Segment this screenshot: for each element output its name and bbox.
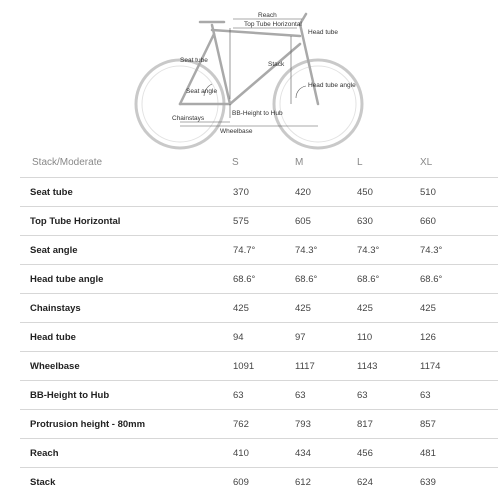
label-seat-tube: Seat tube [180, 57, 208, 64]
row-label: Head tube angle [30, 274, 104, 285]
table-row [20, 438, 498, 468]
row-label: Seat tube [30, 187, 73, 198]
cell-value: 68.6° [233, 274, 256, 285]
cell-value: 97 [295, 332, 306, 343]
cell-value: 74.3° [295, 245, 318, 256]
row-label: Head tube [30, 332, 76, 343]
cell-value: 68.6° [295, 274, 318, 285]
cell-value: 817 [357, 419, 373, 430]
cell-value: 456 [357, 448, 373, 459]
cell-value: 575 [233, 216, 249, 227]
bike-geometry-diagram [0, 0, 500, 150]
cell-value: 420 [295, 187, 311, 198]
table-row [20, 322, 498, 352]
cell-value: 126 [420, 332, 436, 343]
cell-value: 74.3° [420, 245, 443, 256]
table-row [20, 351, 498, 381]
row-label: Chainstays [30, 303, 81, 314]
cell-value: 410 [233, 448, 249, 459]
cell-value: 110 [357, 332, 373, 343]
row-label: Stack [30, 477, 56, 488]
cell-value: 762 [233, 419, 249, 430]
cell-value: 624 [357, 477, 373, 488]
label-head-tube-angle: Head tube angle [308, 82, 356, 89]
cell-value: 63 [295, 390, 306, 401]
cell-value: 639 [420, 477, 436, 488]
table-row [20, 264, 498, 294]
table-row [20, 177, 498, 207]
cell-value: 857 [420, 419, 436, 430]
cell-value: 450 [357, 187, 373, 198]
cell-value: 660 [420, 216, 436, 227]
table-row [20, 293, 498, 323]
cell-value: 74.7° [233, 245, 256, 256]
cell-value: 425 [357, 303, 373, 314]
cell-value: 793 [295, 419, 311, 430]
row-label: Seat angle [30, 245, 78, 256]
size-header-s: S [232, 157, 239, 168]
table-row [20, 380, 498, 410]
cell-value: 609 [233, 477, 249, 488]
label-stack: Stack [268, 61, 285, 68]
row-label: BB-Height to Hub [30, 390, 110, 401]
table-row [20, 409, 498, 439]
cell-value: 1091 [233, 361, 255, 372]
cell-value: 481 [420, 448, 436, 459]
cell-value: 68.6° [420, 274, 443, 285]
cell-value: 94 [233, 332, 244, 343]
cell-value: 1174 [420, 361, 441, 372]
label-top-tube: Top Tube Horizontal [244, 21, 302, 28]
table-header [0, 150, 500, 174]
cell-value: 370 [233, 187, 249, 198]
size-header-m: M [295, 157, 304, 168]
row-label: Reach [30, 448, 59, 459]
cell-value: 1117 [295, 361, 315, 372]
cell-value: 630 [357, 216, 373, 227]
cell-value: 68.6° [357, 274, 380, 285]
cell-value: 425 [420, 303, 436, 314]
cell-value: 612 [295, 477, 311, 488]
size-header-xl: XL [420, 157, 433, 168]
cell-value: 63 [420, 390, 431, 401]
cell-value: 74.3° [357, 245, 380, 256]
cell-value: 425 [233, 303, 249, 314]
label-reach: Reach [258, 12, 277, 19]
label-wheelbase: Wheelbase [220, 128, 253, 135]
label-head-tube: Head tube [308, 29, 338, 36]
cell-value: 434 [295, 448, 311, 459]
label-chainstays: Chainstays [172, 115, 205, 122]
label-seat-angle: Seat angle [186, 88, 218, 95]
row-label: Protrusion height - 80mm [30, 419, 146, 430]
table-row [20, 235, 498, 265]
size-header-l: L [357, 157, 363, 168]
cell-value: 425 [295, 303, 311, 314]
row-label: Wheelbase [30, 361, 80, 372]
header-label: Stack/Moderate [32, 157, 103, 168]
cell-value: 63 [357, 390, 368, 401]
label-bb-height: BB-Height to Hub [232, 110, 283, 117]
cell-value: 63 [233, 390, 244, 401]
cell-value: 510 [420, 187, 436, 198]
row-label: Top Tube Horizontal [30, 216, 121, 227]
cell-value: 605 [295, 216, 311, 227]
cell-value: 1143 [357, 361, 378, 372]
table-row [20, 206, 498, 236]
table-row [20, 467, 498, 497]
